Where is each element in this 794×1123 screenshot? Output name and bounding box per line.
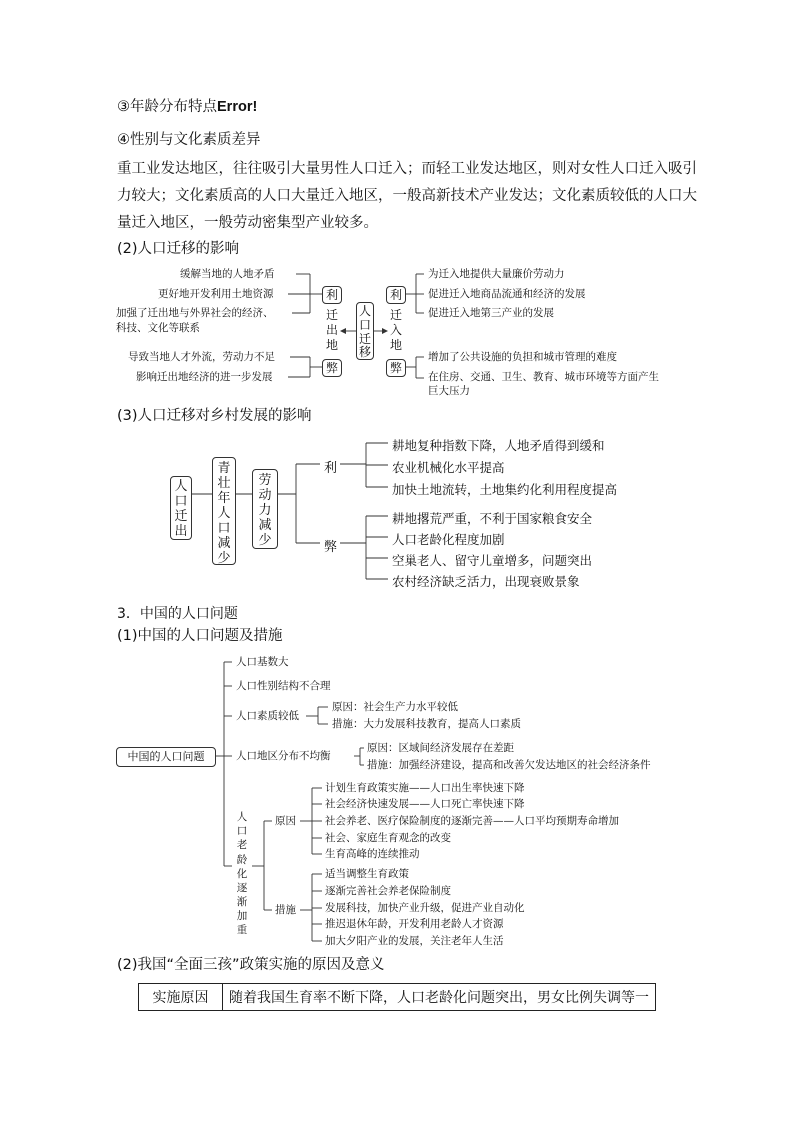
age-distribution-text: ③年龄分布特点: [117, 99, 217, 115]
right-benefit-2: 促进迁入地商品流通和经济的发展: [428, 288, 586, 300]
node-uneven-distribution: 人口地区分布不均衡: [236, 750, 331, 762]
rural-benefit-2: 农业机械化水平提高: [392, 460, 505, 475]
out-area-text: 迁出地: [325, 308, 338, 352]
right-benefit-1: 为迁入地提供大量廉价劳动力: [428, 268, 565, 280]
node-quality-reason: 原因：社会生产力水平较低: [332, 701, 458, 713]
migration-impact-heading: (2)人口迁移的影响: [117, 241, 240, 257]
rural-impact-heading: (3)人口迁移对乡村发展的影响: [117, 408, 312, 424]
right-drawback-1: 增加了公共设施的负担和城市管理的难度: [428, 351, 617, 363]
left-benefit-3a: 加强了迁出地与外界社会的经济、: [116, 307, 274, 319]
gender-culture-heading: ④性别与文化素质差异: [117, 132, 261, 148]
node-aging: [236, 810, 248, 938]
right-benefit-3: 促进迁入地第三产业的发展: [428, 307, 554, 319]
population-out-text: 人口迁出: [174, 479, 188, 539]
paragraph-line-3: 量迁入地区，一般劳动密集型产业较多。: [117, 215, 378, 231]
in-drawback-box: 弊: [386, 359, 406, 377]
policy-table: [138, 983, 656, 1011]
labor-decrease-box: [252, 469, 278, 549]
right-drawback-2a: 在住房、交通、卫生、教育、城市环境等方面产生: [428, 371, 659, 383]
in-benefit-box: 利: [386, 286, 406, 304]
aging-reason-4: 社会、家庭生育观念的改变: [325, 832, 451, 844]
out-area-label: [325, 308, 339, 353]
aging-measure-1: 适当调整生育政策: [325, 868, 409, 880]
left-benefit-3b: 科技、文化等联系: [116, 322, 200, 334]
aging-measure-4: 推迟退休年龄，开发利用老龄人才资源: [325, 918, 504, 930]
labor-decrease-text: 劳动力减少: [258, 473, 272, 548]
table-content-cell: 随着我国生育率不断下降，人口老龄化问题突出，男女比例失调等一: [223, 984, 656, 1011]
table-row: [139, 984, 656, 1011]
node-low-quality: 人口素质较低: [236, 710, 299, 722]
aging-reason-2: 社会经济快速发展——人口死亡率快速下降: [325, 798, 525, 810]
migration-center-text: 人口迁移: [358, 304, 371, 360]
aging-measure-3: 发展科技，加快产业升级，促进产业自动化: [325, 902, 525, 914]
left-drawback-1: 导致当地人才外流，劳动力不足: [128, 351, 275, 363]
node-aging-text: 人口老龄化逐渐加重: [236, 811, 248, 937]
node-quality-measure: 措施：大力发展科技教育，提高人口素质: [332, 718, 521, 730]
paragraph-line-1: 重工业发达地区，往往吸引大量男性人口迁入；而轻工业发达地区，则对女性人口迁入吸引: [117, 161, 697, 177]
aging-measure-2: 逐渐完善社会养老保险制度: [325, 885, 451, 897]
error-text: Error!: [217, 99, 258, 115]
node-distribution-measure: 措施：加强经济建设，提高和改善欠发达地区的社会经济条件: [367, 759, 651, 771]
in-area-text: 迁入地: [389, 308, 402, 352]
rural-drawback-1: 耕地撂荒严重，不利于国家粮食安全: [392, 511, 593, 526]
out-drawback-box: 弊: [322, 359, 342, 377]
paragraph-line-2: 力较大；文化素质高的人口大量迁入地区，一般高新技术产业发达；文化素质较低的人口大: [117, 188, 697, 204]
aging-reason-3: 社会养老、医疗保险制度的逐渐完善——人口平均预期寿命增加: [325, 815, 619, 827]
china-population-heading: 3．中国的人口问题: [117, 606, 238, 622]
aging-reason-label: 原因: [275, 815, 296, 827]
aging-measure-label: 措施: [275, 904, 296, 916]
rural-drawback-label: 弊: [324, 540, 338, 555]
left-benefit-2: 更好地开发利用土地资源: [158, 288, 274, 300]
out-benefit-box: 利: [322, 286, 342, 304]
root-node-box: 中国的人口问题: [116, 747, 216, 767]
age-distribution-line: [117, 100, 257, 115]
young-decrease-box: [212, 457, 236, 565]
aging-reason-1: 计划生育政策实施——人口出生率快速下降: [325, 782, 525, 794]
rural-benefit-label: 利: [324, 461, 338, 476]
node-gender-structure: 人口性别结构不合理: [236, 680, 331, 692]
right-drawback-2b: 巨大压力: [428, 385, 470, 397]
three-child-heading: (2)我国“全面三孩”政策实施的原因及意义: [117, 957, 385, 973]
migration-center-box: [356, 302, 374, 360]
population-out-box: [170, 476, 192, 540]
table-label-cell: 实施原因: [139, 984, 223, 1011]
node-distribution-reason: 原因：区域间经济发展存在差距: [367, 742, 514, 754]
in-area-label: [389, 308, 403, 353]
china-problems-subheading: (1)中国的人口问题及措施: [117, 628, 283, 644]
rural-benefit-1: 耕地复种指数下降，人地矛盾得到缓和: [392, 438, 605, 453]
rural-drawback-2: 人口老龄化程度加剧: [392, 532, 505, 547]
rural-benefit-3: 加快土地流转，土地集约化利用程度提高: [392, 482, 618, 497]
young-decrease-text: 青壮年人口减少: [217, 461, 231, 566]
node-large-base: 人口基数大: [236, 656, 289, 668]
left-drawback-2: 影响迁出地经济的进一步发展: [136, 371, 273, 383]
aging-reason-5: 生育高峰的连续推动: [325, 848, 420, 860]
rural-drawback-4: 农村经济缺乏活力，出现衰败景象: [392, 574, 580, 589]
rural-drawback-3: 空巢老人、留守儿童增多，问题突出: [392, 553, 593, 568]
left-benefit-1: 缓解当地的人地矛盾: [180, 268, 275, 280]
aging-measure-5: 加大夕阳产业的发展，关注老年人生活: [325, 935, 504, 947]
